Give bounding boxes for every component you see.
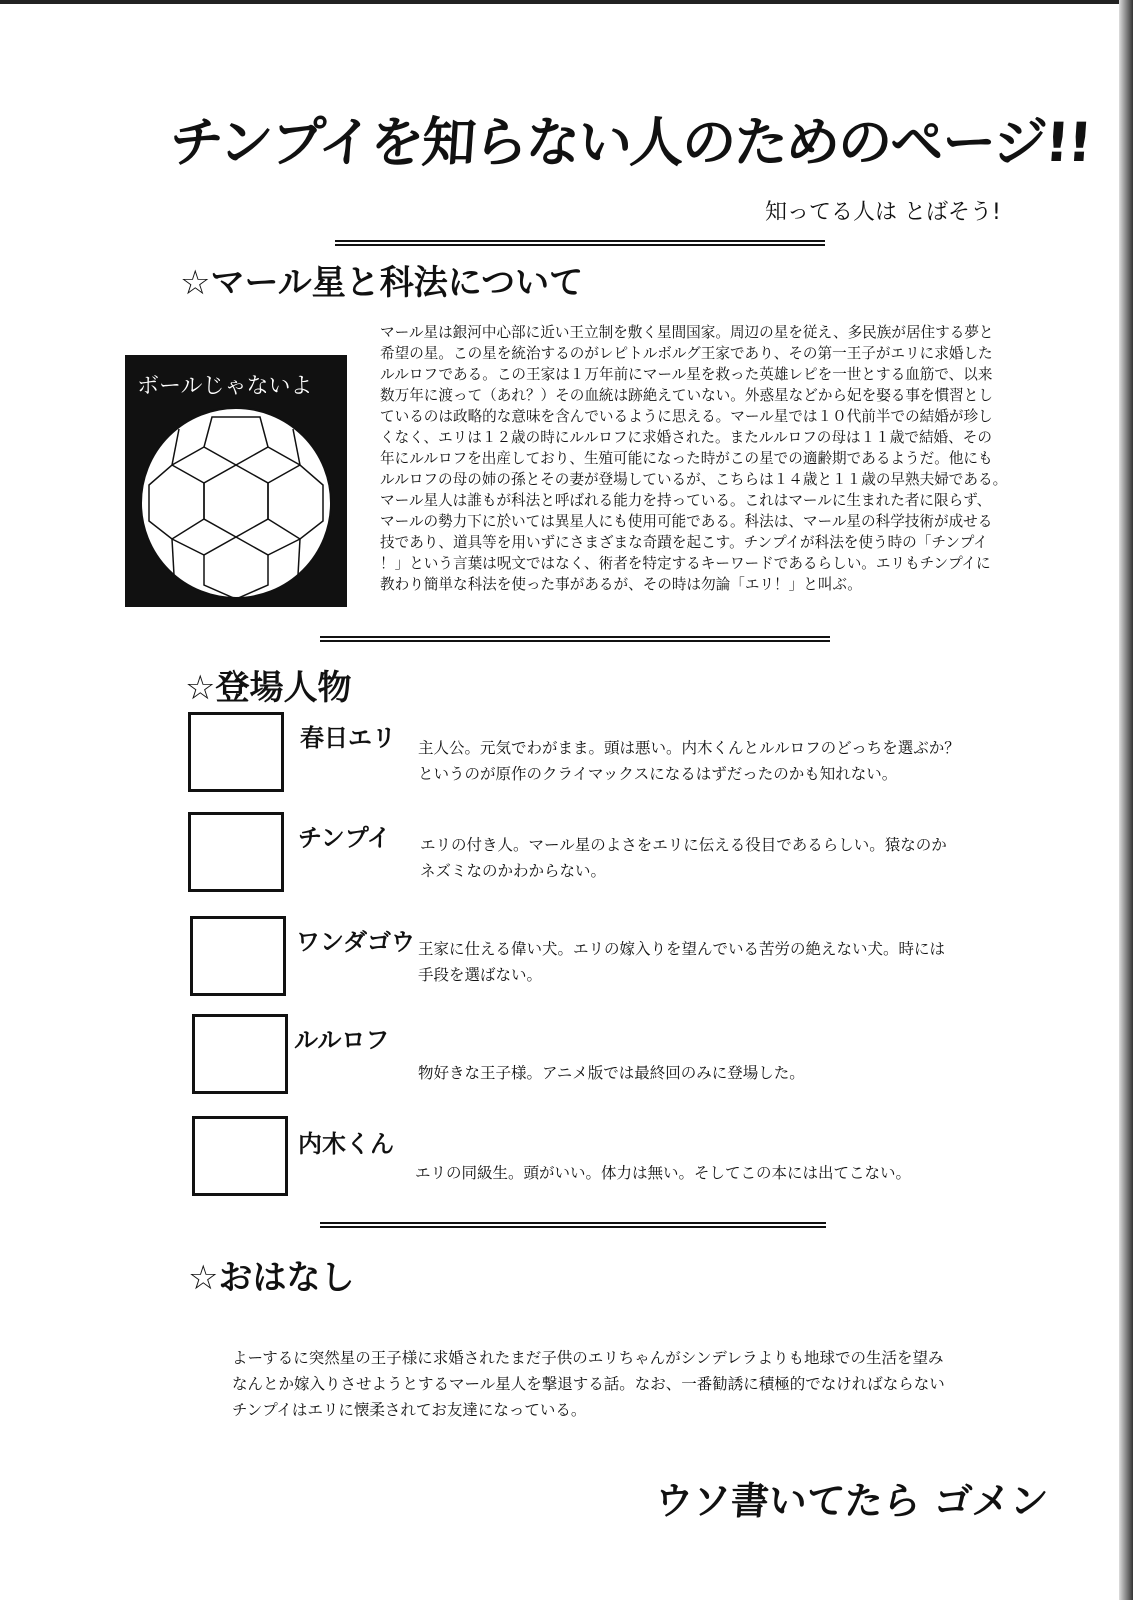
character-name: 春日エリ [300, 724, 396, 752]
divider [320, 1222, 826, 1228]
paragraph-line: マール星人は誰もが科法と呼ばれる能力を持っている。これはマールに生まれた者に限らず、 [380, 492, 992, 509]
character-name: チンプイ [298, 824, 391, 852]
paragraph-line: 数万年に渡って（あれ？）その血統は跡絶えていない。外惑星などから妃を娶る事を慣習とし [380, 387, 993, 404]
desc-line: 物好きな王子様。アニメ版では最終回のみに登場した。 [418, 1064, 805, 1082]
character-desc [418, 936, 945, 988]
character-desc [420, 832, 947, 884]
desc-line: エリの付き人。マール星のよさをエリに伝える役目であるらしい。猿なのか [420, 836, 947, 854]
divider [335, 240, 825, 246]
character-desc [415, 1160, 911, 1186]
character-desc [418, 1060, 805, 1086]
mar-star-paragraph [380, 322, 1007, 595]
desc-line: エリの同級生。頭がいい。体力は無い。そしてこの本には出てこない。 [415, 1164, 912, 1182]
paragraph-line: 希望の星。この星を統治するのがレピトルボルグ王家であり、その第一王子がエリに求婚した [380, 345, 993, 362]
ball-illustration [125, 355, 347, 607]
paragraph-line: ているのは政略的な意味を含んでいるように思える。マール星では１０代前半での結婚が珍し [380, 408, 993, 425]
portrait-rururofu [192, 1014, 288, 1094]
desc-line: というのが原作のクライマックスになるはずだったのかも知れない。 [418, 765, 898, 783]
section-heading-characters: ☆登場人物 [185, 668, 352, 708]
story-line: なんとか嫁入りさせようとするマール星人を撃退する話。なお、一番勧誘に積極的でなければならない [232, 1375, 945, 1393]
portrait-wandagou [190, 916, 286, 996]
character-name: 内木くん [298, 1130, 394, 1158]
paragraph-line: マールの勢力下に於いては異星人にも使用可能である。科法は、マール星の科学技術が成せる [380, 513, 993, 530]
character-name: ワンダゴウ [296, 928, 416, 956]
portrait-uchiki [192, 1116, 288, 1196]
portrait-chinpui [188, 812, 284, 892]
desc-line: ネズミなのかわからない。 [420, 862, 607, 880]
paragraph-line: ルルロフの母の姉の孫とその妻が登場しているが、こちらは１４歳と１１歳の早熟夫婦である。 [380, 471, 1008, 488]
character-name: ルルロフ [294, 1026, 390, 1054]
paragraph-line: ！」という言葉は呪文ではなく、術者を特定するキーワードであるらしい。エリもチンプイに [380, 555, 991, 572]
ball-caption: ボールじゃないよ [137, 374, 313, 399]
section-heading-story: ☆おはなし [188, 1258, 355, 1298]
scan-edge-right [1119, 0, 1133, 1600]
soccer-ball-icon [133, 405, 339, 601]
paragraph-line: 年にルルロフを出産しており、生殖可能になった時がこの星での適齢期であるようだ。他にも [380, 450, 993, 467]
paragraph-line: ルルロフである。この王家は１万年前にマール星を救った英雄レピを一世とする血筋で、以来 [380, 366, 993, 383]
story-paragraph [232, 1345, 945, 1423]
character-desc [418, 735, 960, 787]
page-subtitle: 知ってる人は とばそう! [765, 200, 1001, 225]
desc-line: 主人公。元気でわがまま。頭は悪い。内木くんとルルロフのどっちを選ぶか？ [418, 739, 960, 757]
section-heading-mar-star: ☆マール星と科法について [180, 263, 584, 303]
paragraph-line: 教わり簡単な科法を使った事があるが、その時は勿論「エリ！」と叫ぶ。 [380, 576, 862, 593]
paragraph-line: 技であり、道具等を用いずにさまざまな奇蹟を起こす。チンプイが科法を使う時の「チンプイ [380, 534, 988, 551]
paragraph-line: マール星は銀河中心部に近い王立制を敷く星間国家。周辺の星を従え、多民族が居住する夢と [380, 324, 994, 341]
portrait-eri [188, 712, 284, 792]
scan-edge-top [0, 0, 1133, 4]
desc-line: 手段を選ばない。 [418, 966, 543, 984]
paragraph-line: くなく、エリは１２歳の時にルルロフに求婚された。またルルロフの母は１１歳で結婚、その [380, 429, 992, 446]
divider [320, 636, 830, 642]
footer-apology: ウソ書いてたら ゴメン [653, 1479, 1050, 1523]
story-line: よーするに突然星の王子様に求婚されたまだ子供のエリちゃんがシンデレラよりも地球での生活を望み [232, 1349, 944, 1367]
page-title: チンプイを知らない人のためのページ!! [167, 111, 1093, 174]
story-line: チンプイはエリに懐柔されてお友達になっている。 [232, 1401, 587, 1419]
desc-line: 王家に仕える偉い犬。エリの嫁入りを望んでいる苦労の絶えない犬。時には [418, 940, 946, 958]
